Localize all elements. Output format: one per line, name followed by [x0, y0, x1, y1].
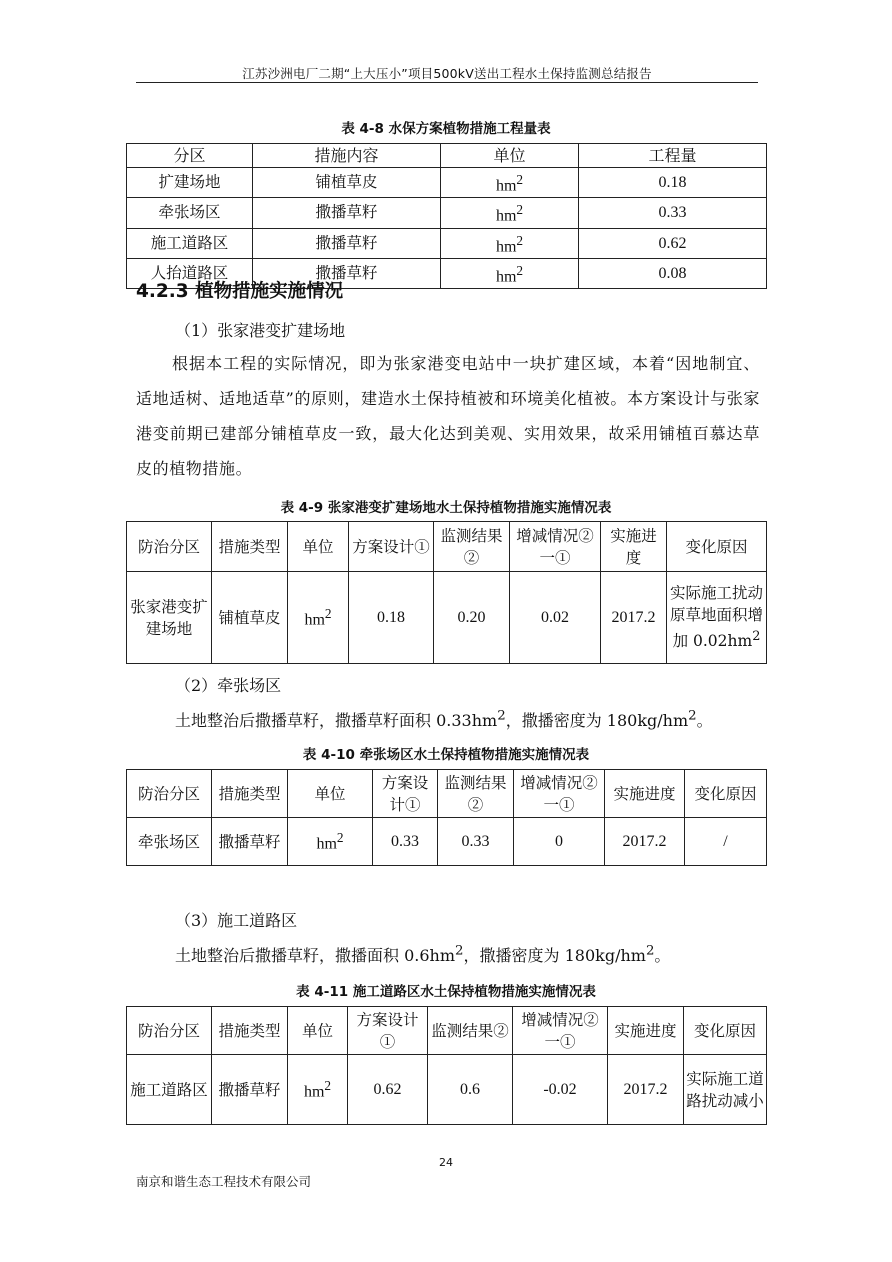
column-header: 防治分区 — [127, 522, 212, 572]
table-cell: 0.02 — [510, 572, 601, 664]
table-header-row — [127, 770, 767, 818]
table-row — [127, 228, 767, 258]
column-header: 防治分区 — [127, 1007, 212, 1055]
table-row — [127, 572, 767, 664]
column-header: 措施内容 — [253, 144, 441, 168]
table-cell: 撒播草籽 — [212, 1055, 288, 1125]
table-cell: 0.62 — [579, 228, 767, 258]
table-row — [127, 818, 767, 866]
column-header: 实施进度 — [601, 522, 667, 572]
table-row — [127, 1055, 767, 1125]
column-header: 增减情况②一① — [514, 770, 605, 818]
table-cell: 0.62 — [348, 1055, 428, 1125]
table-4-11 — [126, 1006, 767, 1125]
column-header: 变化原因 — [685, 770, 767, 818]
table-cell: 铺植草皮 — [253, 168, 441, 198]
table-4-9 — [126, 521, 767, 664]
body-line: 土地整治后撒播草籽，撒播草籽面积 $0.33hm^2$，撒播密度为 $180kg/hm^2$。 — [175, 708, 713, 730]
column-header: 方案设计① — [348, 1007, 428, 1055]
table-cell: 撒播草籽 — [253, 198, 441, 228]
table-cell: 0.33 — [438, 818, 514, 866]
change-reason-cell: 实际施工扰动原草地面积增加 $0.02hm^2$ — [667, 572, 767, 664]
column-header: 方案设计① — [373, 770, 438, 818]
column-header: 方案设计① — [349, 522, 434, 572]
column-header: 监测结果② — [438, 770, 514, 818]
column-header: 措施类型 — [212, 522, 288, 572]
table-row — [127, 198, 767, 228]
column-header: 增减情况②一① — [510, 522, 601, 572]
unit-cell: $hm^2$ — [288, 572, 349, 664]
subsection-title: （3）施工道路区 — [175, 911, 298, 930]
table-cell: 施工道路区 — [127, 1055, 212, 1125]
table-cell: 0.08 — [579, 258, 767, 288]
table-cell: 撒播草籽 — [253, 258, 441, 288]
table-cell: 撒播草籽 — [253, 228, 441, 258]
subsection-title: （2）牵张场区 — [175, 676, 282, 695]
table-cell: 0.20 — [434, 572, 510, 664]
table-row — [127, 168, 767, 198]
table-cell: 牵张场区 — [127, 198, 253, 228]
table-cell: 撒播草籽 — [212, 818, 288, 866]
table-cell: 2017.2 — [601, 572, 667, 664]
table-cell: / — [685, 818, 767, 866]
unit-cell: $hm^2$ — [441, 168, 579, 198]
column-header: 实施进度 — [605, 770, 685, 818]
unit-cell: $hm^2$ — [288, 818, 373, 866]
table-cell: 铺植草皮 — [212, 572, 288, 664]
table-4-11-caption: 表 4-11 施工道路区水土保持植物措施实施情况表 — [296, 984, 596, 1000]
table-cell: 0.18 — [349, 572, 434, 664]
table-cell: 实际施工道路扰动减小 — [684, 1055, 767, 1125]
column-header: 工程量 — [579, 144, 767, 168]
subsection-title: （1）张家港变扩建场地 — [175, 321, 346, 340]
table-header-row — [127, 522, 767, 572]
table-4-8 — [126, 143, 767, 289]
column-header: 增减情况②一① — [513, 1007, 608, 1055]
header-rule — [136, 82, 758, 83]
table-cell: 牵张场区 — [127, 818, 212, 866]
table-cell: 施工道路区 — [127, 228, 253, 258]
column-header: 变化原因 — [667, 522, 767, 572]
table-cell: 0.6 — [428, 1055, 513, 1125]
table-header-row — [127, 144, 767, 168]
table-cell: 0.18 — [579, 168, 767, 198]
table-cell: 扩建场地 — [127, 168, 253, 198]
footer-company: 南京和谐生态工程技术有限公司 — [136, 1174, 312, 1189]
table-header-row — [127, 1007, 767, 1055]
column-header: 监测结果② — [434, 522, 510, 572]
column-header: 监测结果② — [428, 1007, 513, 1055]
column-header: 单位 — [288, 1007, 348, 1055]
column-header: 实施进度 — [608, 1007, 684, 1055]
column-header: 分区 — [127, 144, 253, 168]
column-header: 措施类型 — [212, 770, 288, 818]
section-heading: 4.2.3 植物措施实施情况 — [136, 281, 344, 302]
running-header: 江苏沙洲电厂二期“上大压小”项目500kV送出工程水土保持监测总结报告 — [242, 66, 652, 81]
body-line: 土地整治后撒播草籽，撒播面积 $0.6hm^2$，撒播密度为 $180kg/hm^2$。 — [175, 943, 671, 965]
unit-cell: $hm^2$ — [288, 1055, 348, 1125]
table-cell: 人抬道路区 — [127, 258, 253, 288]
column-header: 单位 — [288, 522, 349, 572]
table-cell: 2017.2 — [605, 818, 685, 866]
column-header: 单位 — [288, 770, 373, 818]
column-header: 单位 — [441, 144, 579, 168]
table-4-9-caption: 表 4-9 张家港变扩建场地水土保持植物措施实施情况表 — [280, 500, 612, 516]
unit-cell: $hm^2$ — [441, 228, 579, 258]
table-4-10 — [126, 769, 767, 866]
table-cell: 0.33 — [579, 198, 767, 228]
table-cell: 张家港变扩建场地 — [127, 572, 212, 664]
column-header: 防治分区 — [127, 770, 212, 818]
body-paragraph: 根据本工程的实际情况，即为张家港变电站中一块扩建区域，本着“因地制宜、适地适树、适地适草”的原则，建造水土保持植被和环境美化植被。本方案设计与张家港变前期已建部分铺植草皮一致，最大化达到美观、实用效果，故采用铺植百慕达草皮的植物措施。 — [136, 354, 760, 478]
table-cell: 0.33 — [373, 818, 438, 866]
column-header: 变化原因 — [684, 1007, 767, 1055]
unit-cell: $hm^2$ — [441, 258, 579, 288]
table-cell: 2017.2 — [608, 1055, 684, 1125]
column-header: 措施类型 — [212, 1007, 288, 1055]
unit-cell: $hm^2$ — [441, 198, 579, 228]
table-cell: 0 — [514, 818, 605, 866]
table-4-10-caption: 表 4-10 牵张场区水土保持植物措施实施情况表 — [302, 747, 590, 763]
page-number: 24 — [439, 1156, 453, 1169]
table-4-8-caption: 表 4-8 水保方案植物措施工程量表 — [341, 121, 551, 137]
table-cell: -0.02 — [513, 1055, 608, 1125]
